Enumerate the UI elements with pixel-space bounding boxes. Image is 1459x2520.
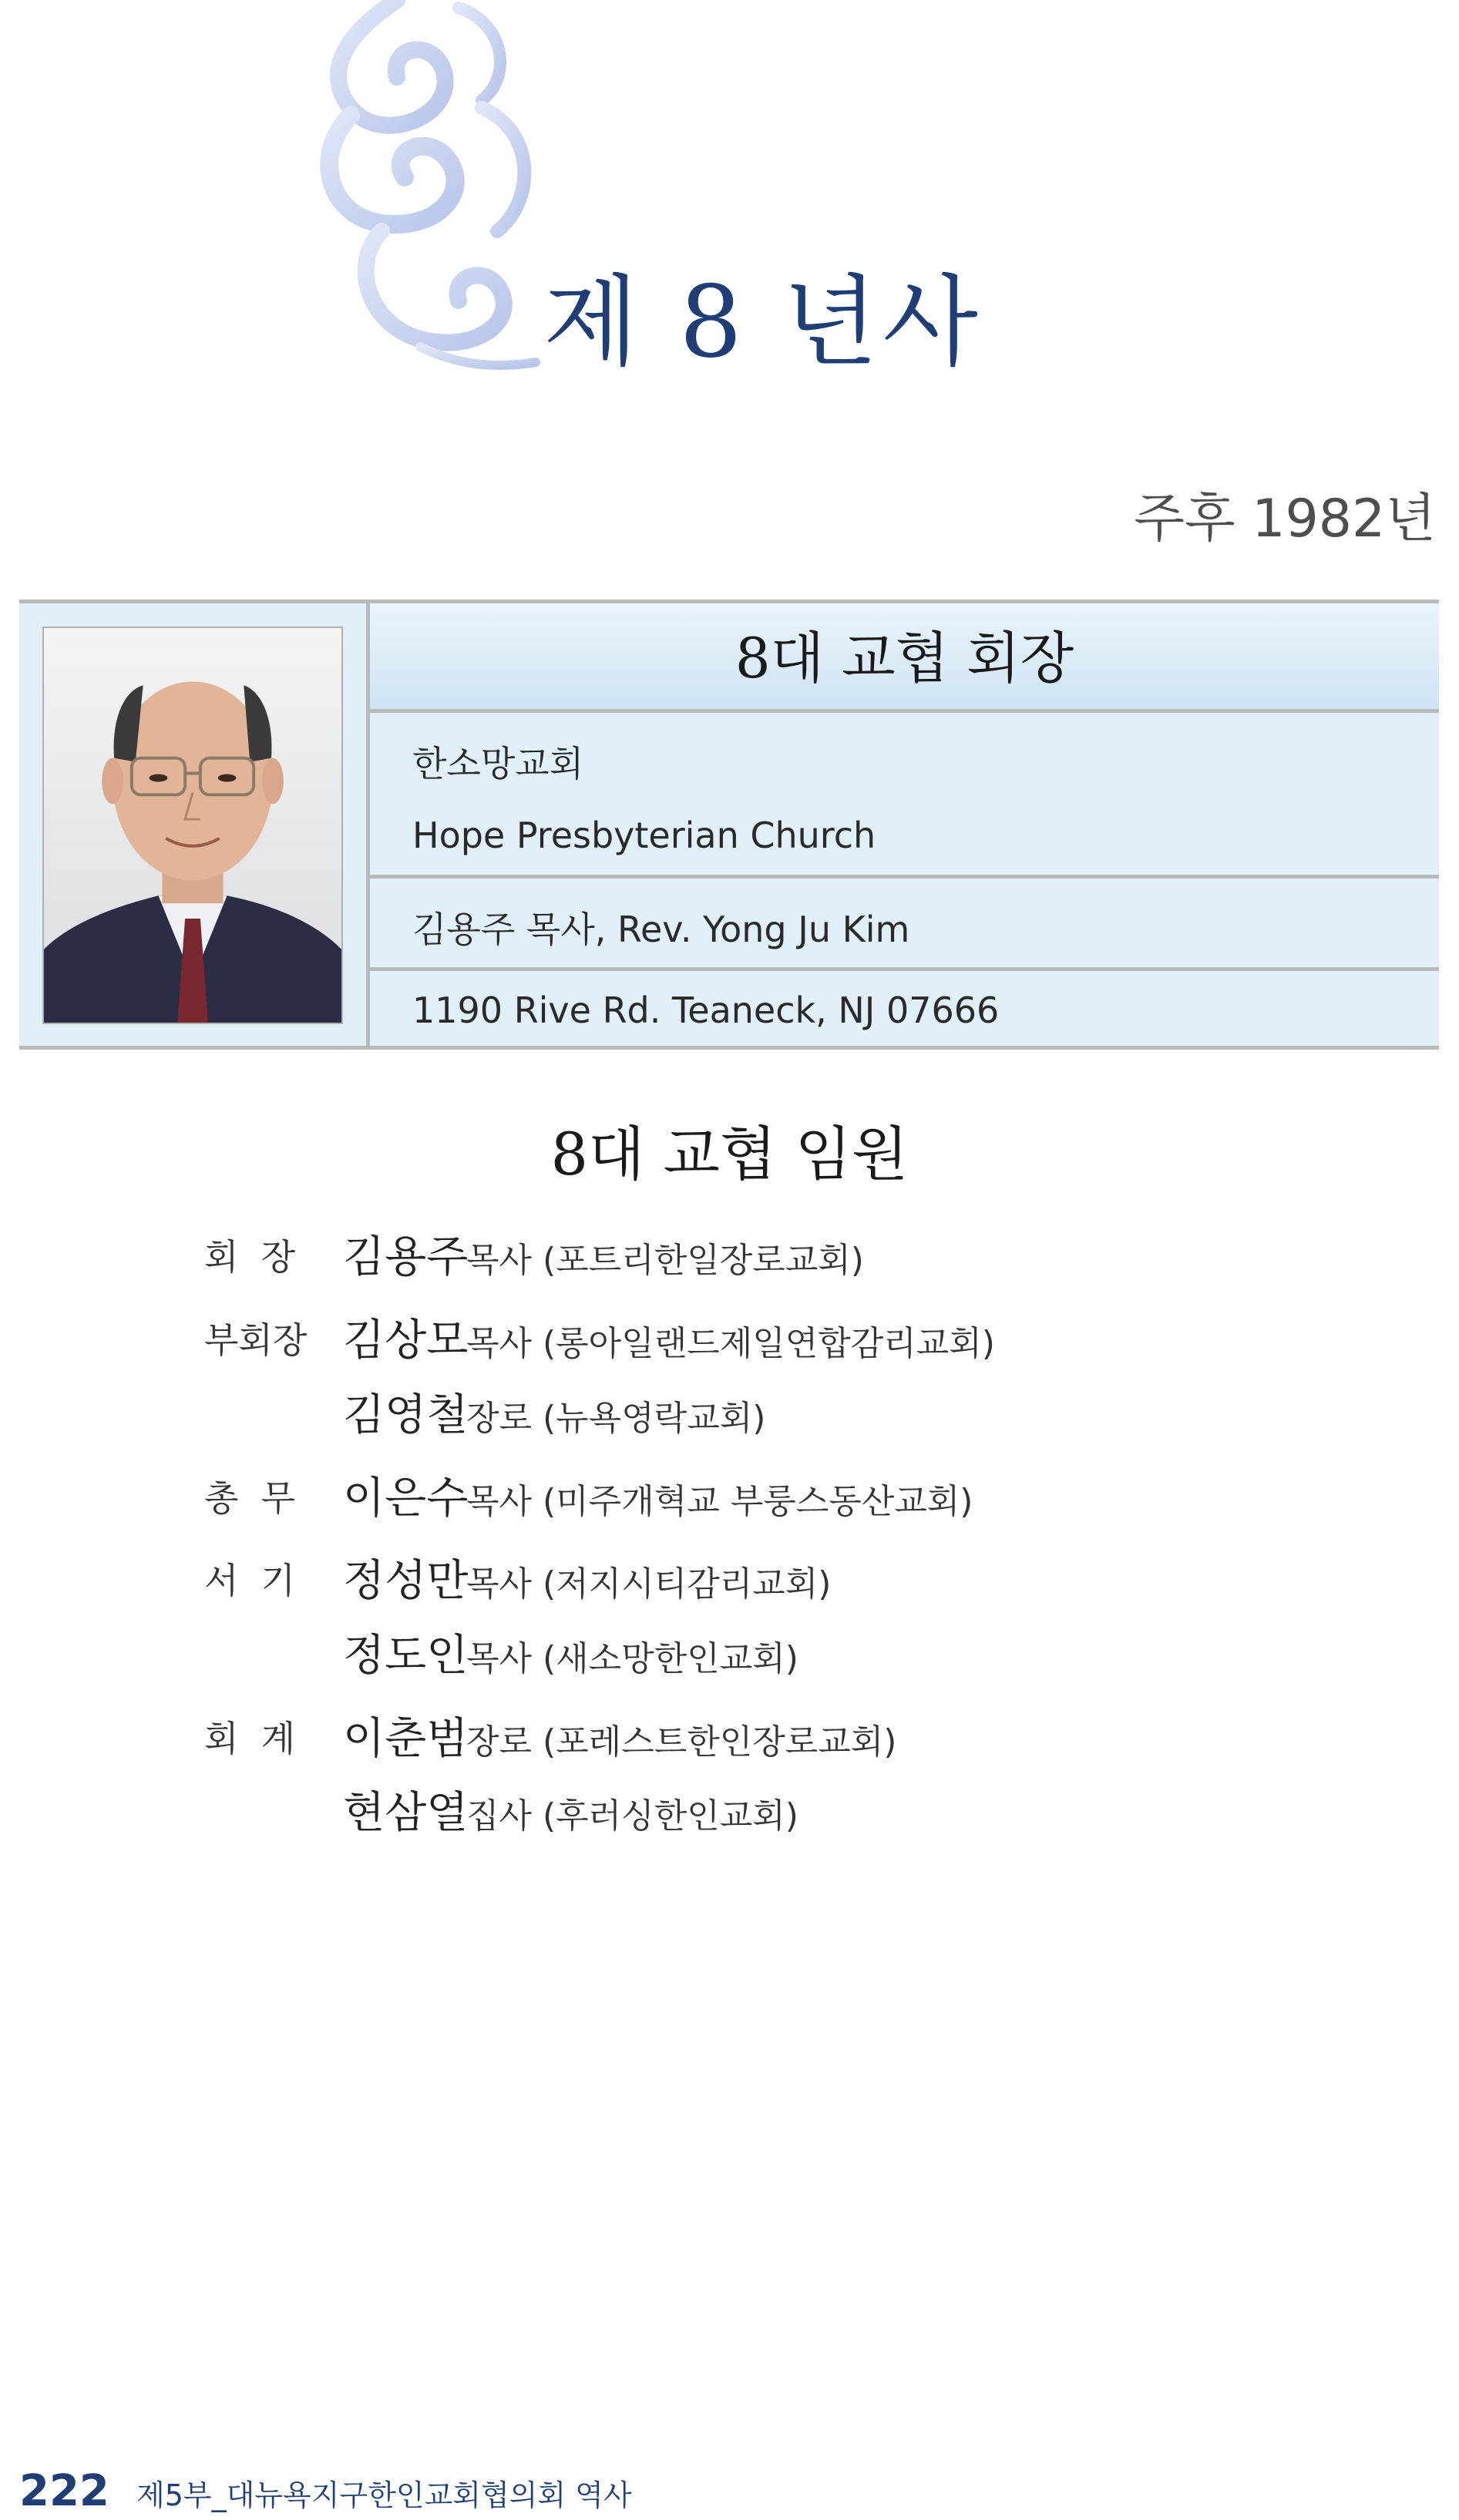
officer-role: 회 장 (204, 1236, 296, 1278)
president-photo (42, 627, 343, 1024)
church-name-english: Hope Presbyterian Church (412, 815, 876, 856)
officer-name: 김영철 (343, 1390, 469, 1440)
officer-title: 목사 (새소망한인교회) (466, 1639, 798, 1678)
officer-role: 부회장 (204, 1319, 308, 1361)
officer-name: 김용주 (343, 1232, 469, 1282)
president-heading-row (370, 603, 1439, 713)
officer-church: (포트리한일장로교회) (543, 1241, 864, 1280)
officer-church: (포레스트한인장로교회) (543, 1722, 897, 1762)
president-info-box (19, 600, 1439, 1050)
officer-church: (저지시티감리교회) (543, 1564, 832, 1604)
officer-role: 서 기 (204, 1560, 296, 1601)
year-label: 주후 1982년 (1134, 489, 1436, 549)
officer-title: 장로 (뉴욕영락교회) (466, 1399, 766, 1438)
officer-church: (미주개혁교 부룽스동산교회) (543, 1482, 973, 1521)
officer-church: (뉴욕영락교회) (543, 1399, 766, 1438)
pastor-row (370, 879, 1439, 971)
decorative-scroll-ornament (304, 0, 559, 378)
officer-name: 정성만 (343, 1556, 469, 1606)
officers-heading: 8대 교협 임원 (550, 1120, 909, 1188)
officer-title: 목사 (롱아일랜드제일연합감리교회) (466, 1324, 995, 1363)
church-name-korean: 한소망교회 (412, 743, 584, 785)
page-footer (19, 2466, 632, 2516)
officer-role: 회 계 (204, 1718, 296, 1759)
address-row (370, 971, 1439, 1046)
officer-title: 목사 (미주개혁교 부룽스동산교회) (466, 1482, 973, 1521)
officer-name: 이춘범 (343, 1714, 469, 1764)
chapter-title: 제 8 년사 (543, 265, 983, 380)
officer-role: 총 무 (204, 1477, 296, 1519)
photo-cell (19, 603, 370, 1046)
officer-title: 집사 (후러싱한인교회) (466, 1796, 798, 1836)
footer-section-title: 제5부_대뉴욕지구한인교회협의회 역사 (136, 2478, 632, 2512)
officer-name: 현삼열 (343, 1788, 469, 1838)
church-row (370, 713, 1439, 879)
president-heading: 8대 교협 회장 (735, 626, 1074, 690)
officer-church: (후러싱한인교회) (543, 1796, 798, 1836)
officer-title: 목사 (저지시티감리교회) (466, 1564, 832, 1604)
page-number: 222 (19, 2466, 109, 2516)
officer-name: 이은수 (343, 1473, 469, 1524)
church-address: 1190 Rive Rd. Teaneck, NJ 07666 (412, 990, 1000, 1031)
officer-title: 목사 (포트리한일장로교회) (466, 1241, 864, 1280)
officer-church: (롱아일랜드제일연합감리교회) (543, 1324, 995, 1363)
officer-title: 장로 (포레스트한인장로교회) (466, 1722, 897, 1762)
officer-name: 정도인 (343, 1631, 469, 1681)
pastor-name: 김용주 목사, Rev. Yong Ju Kim (412, 909, 910, 950)
officer-church: (새소망한인교회) (543, 1639, 798, 1678)
officer-name: 김상모 (343, 1315, 469, 1366)
